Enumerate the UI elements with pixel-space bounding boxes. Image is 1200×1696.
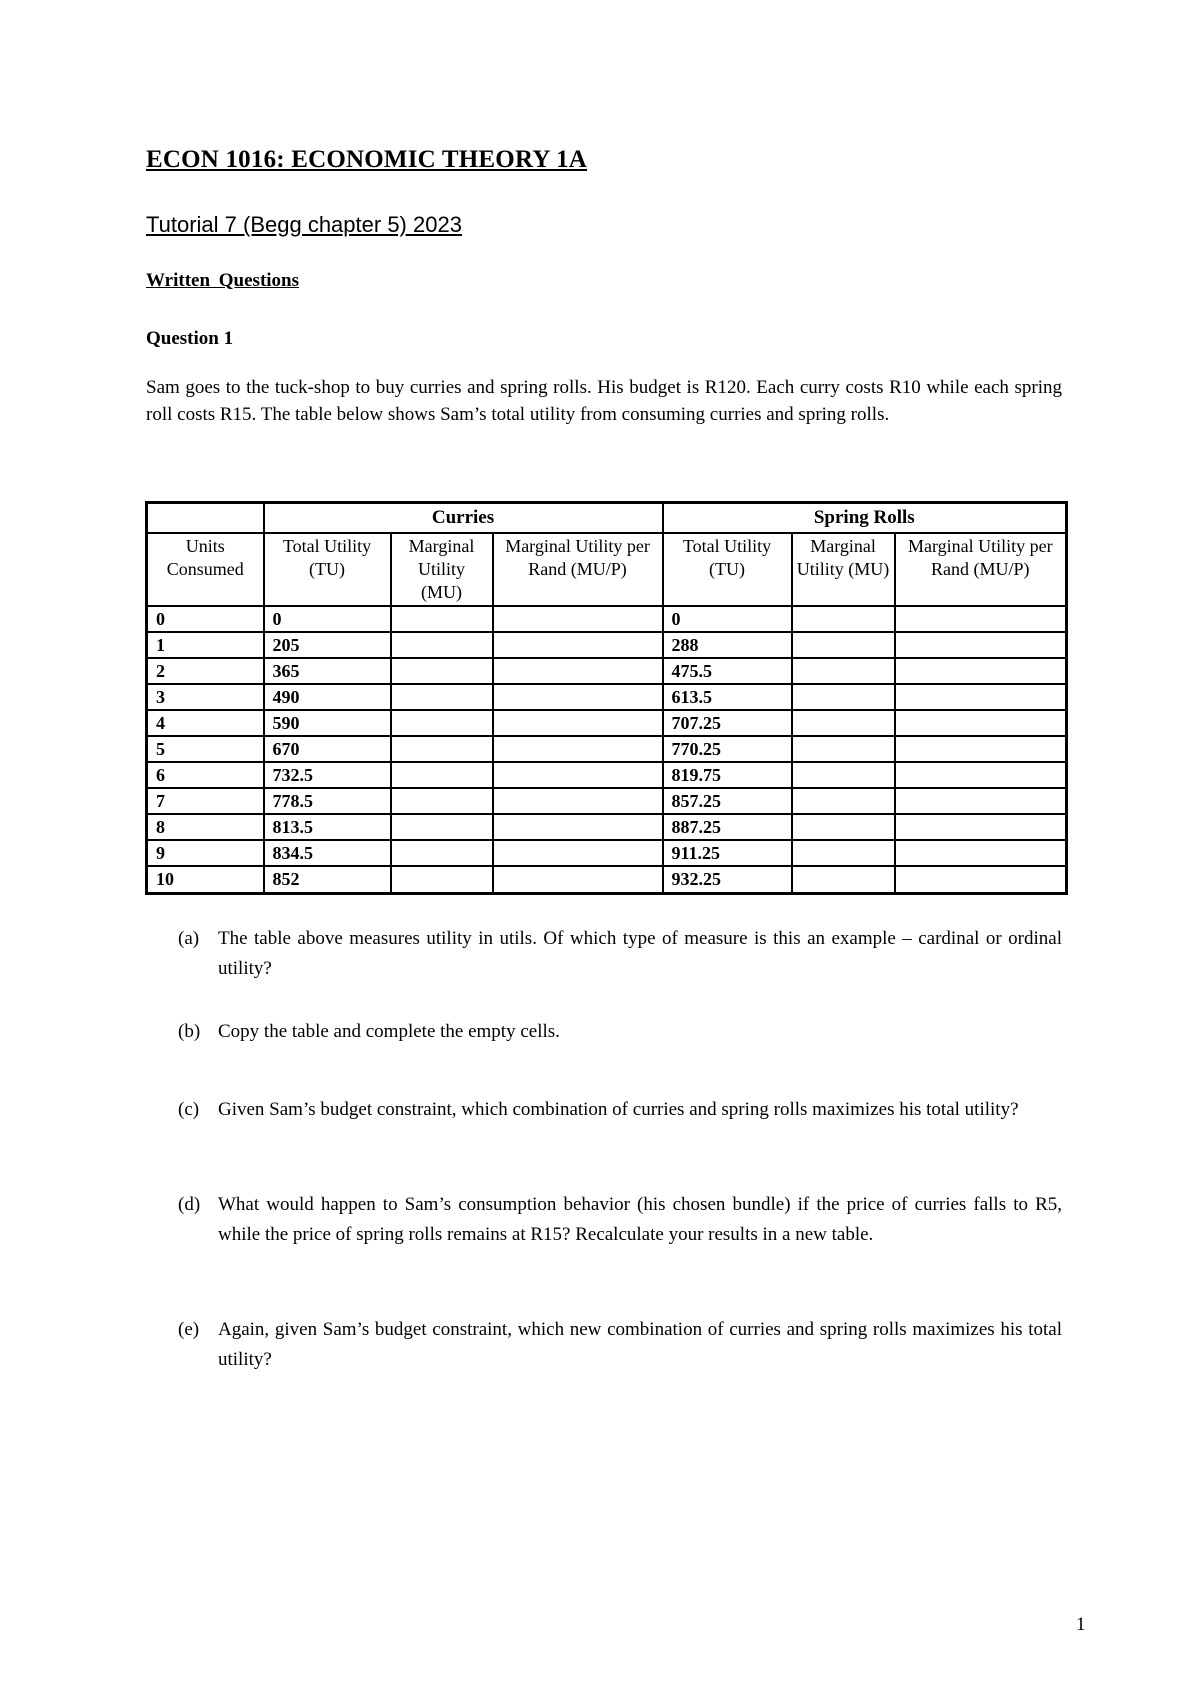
units-cell: 2: [147, 658, 264, 684]
roll-tu-cell: 911.25: [663, 840, 792, 866]
utility-table: [145, 501, 1068, 895]
roll-mup-cell: [895, 736, 1067, 762]
roll-mu-cell: [792, 632, 895, 658]
units-cell: 9: [147, 840, 264, 866]
roll-tu-header: Total Utility (TU): [663, 533, 792, 606]
units-cell: 3: [147, 684, 264, 710]
units-cell: 6: [147, 762, 264, 788]
roll-mu-header: Marginal Utility (MU): [792, 533, 895, 606]
sub-question-text: Again, given Sam’s budget constraint, which new combination of curries and spring rolls maximizes his total utility?: [218, 1319, 1062, 1370]
table-row: [147, 606, 1067, 632]
roll-mu-cell: [792, 788, 895, 814]
curry-tu-cell: 205: [264, 632, 391, 658]
roll-mu-cell: [792, 606, 895, 632]
question-title: Question 1: [146, 328, 234, 349]
curry-mup-cell: [493, 814, 663, 840]
curry-tu-cell: 590: [264, 710, 391, 736]
table-row: [147, 632, 1067, 658]
roll-mup-cell: [895, 788, 1067, 814]
curry-mu-cell: [391, 658, 493, 684]
section-heading: Written Questions: [146, 270, 300, 291]
roll-mu-cell: [792, 840, 895, 866]
roll-mup-header: Marginal Utility per Rand (MU/P): [895, 533, 1067, 606]
sub-question-label: (e): [178, 1319, 200, 1340]
roll-mup-cell: [895, 866, 1067, 894]
roll-tu-cell: 613.5: [663, 684, 792, 710]
roll-mup-cell: [895, 814, 1067, 840]
roll-tu-cell: 932.25: [663, 866, 792, 894]
roll-mu-cell: [792, 814, 895, 840]
curry-mu-cell: [391, 840, 493, 866]
units-cell: 8: [147, 814, 264, 840]
roll-mup-cell: [895, 658, 1067, 684]
sub-question-a: [178, 924, 1062, 984]
roll-mup-cell: [895, 710, 1067, 736]
curry-tu-header: Total Utility (TU): [264, 533, 391, 606]
sub-question-c: [178, 1095, 1062, 1125]
curry-tu-cell: 732.5: [264, 762, 391, 788]
curry-mu-cell: [391, 606, 493, 632]
curry-mup-cell: [493, 658, 663, 684]
spring-rolls-group-header: Spring Rolls: [663, 503, 1067, 534]
table-row: [147, 710, 1067, 736]
curry-tu-cell: 834.5: [264, 840, 391, 866]
roll-tu-cell: 707.25: [663, 710, 792, 736]
curry-mu-cell: [391, 866, 493, 894]
curry-mu-cell: [391, 736, 493, 762]
curry-mup-cell: [493, 866, 663, 894]
curry-tu-cell: 778.5: [264, 788, 391, 814]
table-row: [147, 684, 1067, 710]
curry-tu-cell: 813.5: [264, 814, 391, 840]
units-cell: 4: [147, 710, 264, 736]
table-row: [147, 736, 1067, 762]
table-corner: [147, 503, 264, 534]
units-cell: 0: [147, 606, 264, 632]
table-body: [147, 606, 1067, 894]
curry-mup-cell: [493, 762, 663, 788]
curry-mu-cell: [391, 814, 493, 840]
page-number: 1: [1076, 1614, 1086, 1635]
roll-mu-cell: [792, 684, 895, 710]
roll-mup-cell: [895, 762, 1067, 788]
curry-mu-header: Marginal Utility (MU): [391, 533, 493, 606]
roll-mu-cell: [792, 710, 895, 736]
sub-question-b: [178, 1017, 1062, 1047]
curry-mup-header: Marginal Utility per Rand (MU/P): [493, 533, 663, 606]
tutorial-title: Tutorial 7 (Begg chapter 5) 2023: [146, 212, 462, 237]
sub-question-text: Given Sam’s budget constraint, which combination of curries and spring rolls maximizes his total utility?: [218, 1099, 1019, 1120]
question-intro: Sam goes to the tuck-shop to buy curries and spring rolls. His budget is R120. Each curry costs R10 while each spring roll costs R15. The table below shows Sam’s total utility from consuming curries and spring rolls.: [146, 377, 1062, 425]
roll-mup-cell: [895, 840, 1067, 866]
sub-question-d: [178, 1190, 1062, 1250]
roll-mup-cell: [895, 632, 1067, 658]
curry-mup-cell: [493, 710, 663, 736]
table-row: [147, 762, 1067, 788]
curry-tu-cell: 670: [264, 736, 391, 762]
roll-mup-cell: [895, 606, 1067, 632]
sub-question-label: (c): [178, 1099, 200, 1120]
units-cell: 1: [147, 632, 264, 658]
curry-mu-cell: [391, 710, 493, 736]
curry-mu-cell: [391, 762, 493, 788]
curry-tu-cell: 0: [264, 606, 391, 632]
table-row: [147, 814, 1067, 840]
sub-question-label: (b): [178, 1021, 201, 1042]
curries-group-header: Curries: [264, 503, 663, 534]
curry-mup-cell: [493, 788, 663, 814]
curry-tu-cell: 365: [264, 658, 391, 684]
curry-mu-cell: [391, 788, 493, 814]
sub-question-text: What would happen to Sam’s consumption behavior (his chosen bundle) if the price of curries falls to R5, while the price of spring rolls remains at R15? Recalculate your results in a new table.: [218, 1194, 1062, 1245]
curry-mu-cell: [391, 684, 493, 710]
roll-mup-cell: [895, 684, 1067, 710]
roll-tu-cell: 288: [663, 632, 792, 658]
roll-tu-cell: 475.5: [663, 658, 792, 684]
sub-question-text: Copy the table and complete the empty cells.: [218, 1021, 560, 1042]
course-title: ECON 1016: ECONOMIC THEORY 1A: [146, 146, 588, 173]
roll-tu-cell: 0: [663, 606, 792, 632]
curry-mup-cell: [493, 684, 663, 710]
sub-question-e: [178, 1315, 1062, 1375]
sub-question-label: (d): [178, 1194, 201, 1215]
curry-mup-cell: [493, 736, 663, 762]
units-cell: 7: [147, 788, 264, 814]
roll-tu-cell: 887.25: [663, 814, 792, 840]
roll-mu-cell: [792, 762, 895, 788]
units-header: Units Consumed: [147, 533, 264, 606]
roll-mu-cell: [792, 658, 895, 684]
table-row: [147, 658, 1067, 684]
curry-mup-cell: [493, 840, 663, 866]
table-row: [147, 840, 1067, 866]
curry-mu-cell: [391, 632, 493, 658]
roll-tu-cell: 857.25: [663, 788, 792, 814]
roll-tu-cell: 770.25: [663, 736, 792, 762]
curry-tu-cell: 852: [264, 866, 391, 894]
roll-mu-cell: [792, 866, 895, 894]
units-cell: 10: [147, 866, 264, 894]
table-row: [147, 788, 1067, 814]
sub-question-label: (a): [178, 928, 200, 949]
sub-question-text: The table above measures utility in utils. Of which type of measure is this an example – cardinal or ordinal utility?: [218, 928, 1062, 979]
roll-mu-cell: [792, 736, 895, 762]
units-cell: 5: [147, 736, 264, 762]
table-row: [147, 866, 1067, 894]
curry-mup-cell: [493, 606, 663, 632]
roll-tu-cell: 819.75: [663, 762, 792, 788]
curry-tu-cell: 490: [264, 684, 391, 710]
curry-mup-cell: [493, 632, 663, 658]
